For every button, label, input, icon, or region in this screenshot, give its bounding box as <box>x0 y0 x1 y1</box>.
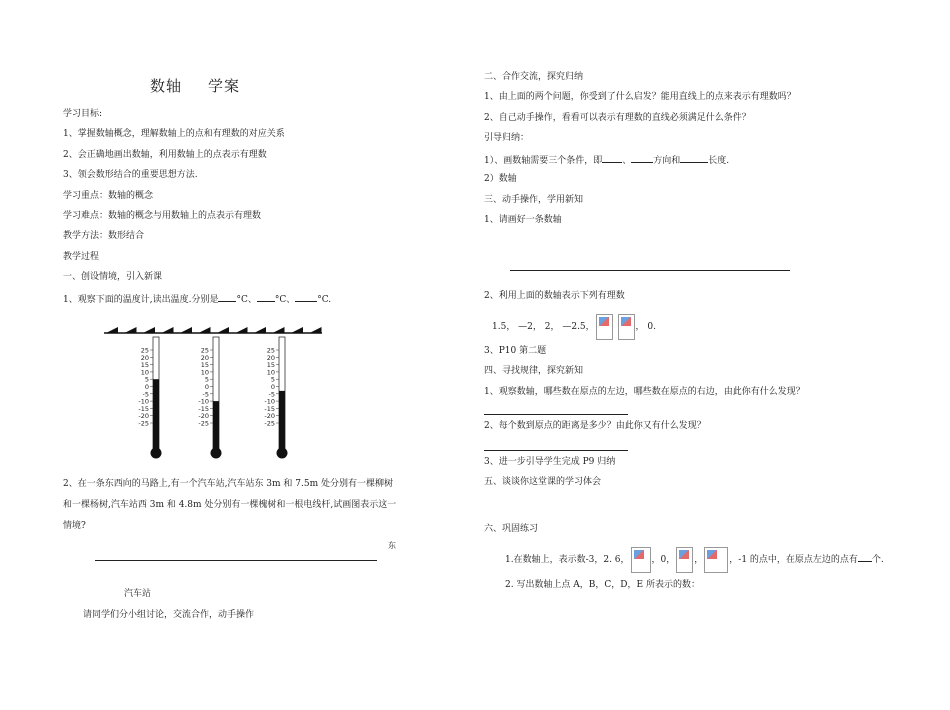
tick-label: 10 <box>266 368 275 377</box>
goal-1: 1、掌握数轴概念，理解数轴上的点和有理数的对应关系 <box>63 129 285 139</box>
question-2-line3: 情境? <box>63 521 86 531</box>
thermometer-bulb <box>277 448 288 459</box>
unit-1: °C、 <box>236 295 257 305</box>
answer-line[interactable] <box>484 414 628 415</box>
fraction-image <box>704 547 728 573</box>
key-point: 学习重点：数轴的概念 <box>63 191 154 201</box>
tick-label: 20 <box>266 353 275 362</box>
section-2-heading: 二、合作交流，探究归纳 <box>484 72 584 82</box>
tick-label: 25 <box>140 346 149 355</box>
exercise-p10: 3、P10 第二题 <box>484 346 547 356</box>
title-part1: 数轴 <box>150 77 183 95</box>
tick-label: 0 <box>270 383 275 391</box>
tick-label: 0 <box>204 383 209 391</box>
answer-blank[interactable] <box>257 292 275 302</box>
mercury-column <box>153 379 159 449</box>
section-3-heading: 三、动手操作，学用新知 <box>484 195 584 205</box>
tick-label: -20 <box>198 412 209 421</box>
ceiling-hatch <box>104 327 322 333</box>
thermometer-bulb <box>211 448 222 459</box>
answer-blank[interactable] <box>858 552 872 562</box>
tick-label: -10 <box>198 397 209 406</box>
tick-label: 5 <box>144 375 149 384</box>
goal-2: 2、会正确地画出数轴，利用数轴上的点表示有理数 <box>63 150 267 160</box>
tick-label: 15 <box>266 361 275 370</box>
tick-label: 15 <box>200 361 209 370</box>
teaching-method: 教学方法：数形结合 <box>63 231 145 241</box>
exercise-2: 2. 写出数轴上点 A，B，C，D，E 所表示的数： <box>505 580 700 590</box>
tick-label: 25 <box>266 346 275 355</box>
numbers-part-b: ， 0. <box>635 322 656 332</box>
section-1-heading: 一、创设情境，引入新课 <box>63 272 163 282</box>
tick-label: 25 <box>200 346 209 355</box>
tick-label: -15 <box>138 404 149 413</box>
tick-label: 15 <box>140 361 149 370</box>
number-axis-line <box>510 270 790 271</box>
road-line <box>95 560 377 561</box>
ceiling-hatch-mark <box>291 327 303 333</box>
section-6-heading: 六、巩固练习 <box>484 524 539 534</box>
tick-label: 0 <box>144 383 149 391</box>
exercise-represent: 2、利用上面的数轴表示下列有理数 <box>484 291 625 301</box>
observe-question: 1、观察数轴，哪些数在原点的左边，哪些数在原点的右边，由此你有什么发现？ <box>484 387 805 397</box>
fraction-image <box>618 314 635 340</box>
answer-blank[interactable] <box>602 153 622 163</box>
unit-2: °C、 <box>274 295 296 305</box>
direction-text: 方向和 <box>653 156 681 166</box>
exercise-1-tail: 个. <box>871 555 884 565</box>
exercise-1 <box>505 545 884 575</box>
tick-label: -25 <box>198 419 209 428</box>
tick-label: -20 <box>264 412 275 421</box>
goals-heading: 学习目标: <box>63 109 103 119</box>
tick-label: -5 <box>142 390 149 399</box>
question-2-line1: 2、在一条东西向的马路上,有一个汽车站,汽车站东 3m 和 7.5m 处分别有一棵柳树 <box>63 479 394 489</box>
exercise-1-text: 1.在数轴上，表示数-3，2. 6， <box>505 555 630 565</box>
guide-item-1-text: 1）、画数轴需要三个条件，即 <box>484 156 603 166</box>
title-part2: 学案 <box>208 77 241 95</box>
tick-label: -25 <box>138 419 149 428</box>
thermometer-bulb <box>151 448 162 459</box>
ceiling-hatch-mark <box>199 327 211 333</box>
mercury-column <box>279 391 285 449</box>
length-text: 长度. <box>708 156 730 166</box>
difficulty: 学习难点：数轴的概念与用数轴上的点表示有理数 <box>63 211 262 221</box>
exercise-draw-axis: 1、请画好一条数轴 <box>484 215 562 225</box>
guide-item-2: 2）数轴 <box>484 174 517 184</box>
ceiling-hatch-mark <box>125 327 137 333</box>
tick-label: 10 <box>200 368 209 377</box>
distance-question: 2、每个数到原点的距离是多少？由此你又有什么发现？ <box>484 421 706 431</box>
ceiling-hatch-mark <box>162 327 174 333</box>
tick-label: 20 <box>140 353 149 362</box>
ceiling-hatch-mark <box>143 327 155 333</box>
question-1-text: 1、观察下面的温度计,读出温度.分别是 <box>63 295 219 305</box>
tick-label: 5 <box>270 375 275 384</box>
bus-station-label: 汽车站 <box>124 589 152 599</box>
guide-p9: 3、进一步引导学生完成 P9 归纳 <box>484 457 616 467</box>
goal-3: 3、领会数形结合的重要思想方法. <box>63 170 198 180</box>
fraction-image <box>631 547 651 573</box>
question-1 <box>63 292 331 306</box>
fraction-image <box>676 547 693 573</box>
answer-blank[interactable] <box>295 292 317 302</box>
tick-label: 10 <box>140 368 149 377</box>
teaching-process: 教学过程 <box>63 252 100 262</box>
ceiling-hatch-mark <box>106 327 118 333</box>
thermometers-figure <box>100 323 330 468</box>
thermometers-svg <box>100 323 330 468</box>
ceiling-hatch-mark <box>217 327 229 333</box>
east-mark: 东 <box>388 541 396 550</box>
answer-blank[interactable] <box>680 153 708 163</box>
tick-label: -15 <box>264 404 275 413</box>
group-discussion: 请同学们分小组讨论，交流合作，动手操作 <box>83 610 255 620</box>
exercise-1-mid2: ， <box>694 555 704 565</box>
mercury-column <box>213 401 219 449</box>
tick-label: 5 <box>204 375 209 384</box>
numbers-part-a: 1.5， —2， 2， —2.5， <box>492 322 595 332</box>
tick-label: -5 <box>268 390 275 399</box>
tick-label: -10 <box>138 397 149 406</box>
ceiling-hatch-mark <box>254 327 266 333</box>
tick-label: -15 <box>198 404 209 413</box>
guide-item-1 <box>484 153 729 167</box>
separator: 、 <box>622 156 632 166</box>
tick-label: -25 <box>264 419 275 428</box>
ceiling-hatch-mark <box>273 327 285 333</box>
unit-3: °C. <box>317 295 332 305</box>
ceiling-hatch-mark <box>310 327 322 333</box>
tick-label: -20 <box>138 412 149 421</box>
right-question-1: 1、由上面的两个问题，你受到了什么启发？能用直线上的点来表示有理数吗？ <box>484 92 796 102</box>
tick-label: -5 <box>202 390 209 399</box>
answer-blank[interactable] <box>218 292 236 302</box>
answer-line[interactable] <box>484 450 628 451</box>
tick-label: 20 <box>200 353 209 362</box>
exercise-1-mid: ，0， <box>651 555 676 565</box>
ceiling-hatch-mark <box>180 327 192 333</box>
numbers-list <box>492 312 656 342</box>
right-question-2: 2、自己动手操作，看看可以表示有理数的直线必须满足什么条件？ <box>484 113 751 123</box>
page-title <box>150 75 240 96</box>
fraction-image <box>596 314 613 340</box>
guide-heading: 引导归纳： <box>484 133 530 143</box>
exercise-1-end: ，-1 的点中，在原点左边的点有 <box>729 555 858 565</box>
ceiling-hatch-mark <box>236 327 248 333</box>
question-2-line2: 和一棵杨树,汽车站西 3m 和 4.8m 处分别有一棵槐树和一根电线杆,试画图表示这一 <box>63 500 397 510</box>
section-5-heading: 五、谈谈你这堂课的学习体会 <box>484 477 602 487</box>
section-4-heading: 四、寻找规律，探究新知 <box>484 366 584 376</box>
tick-label: -10 <box>264 397 275 406</box>
answer-blank[interactable] <box>631 153 653 163</box>
